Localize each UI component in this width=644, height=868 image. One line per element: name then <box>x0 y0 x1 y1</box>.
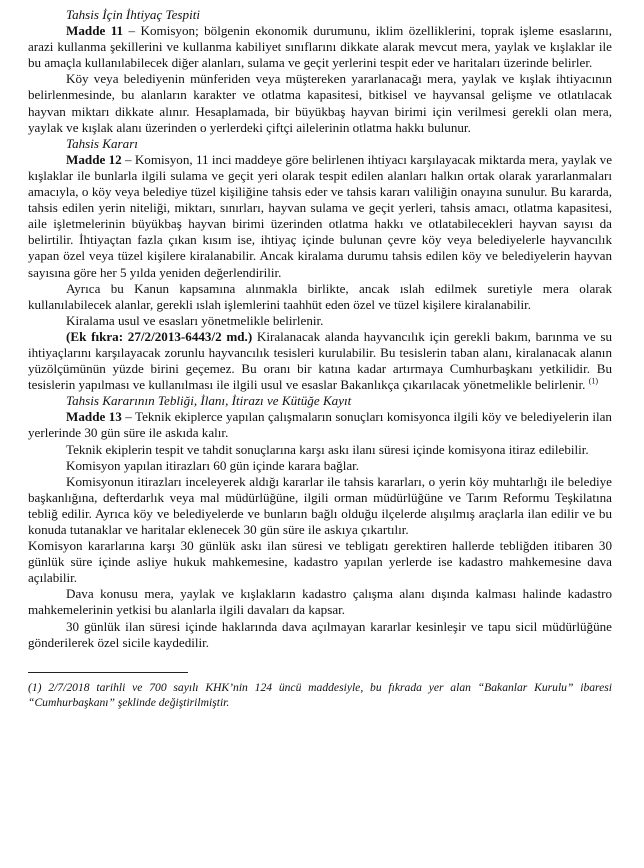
article-13-paragraph-1 <box>28 409 612 441</box>
article-12-paragraph-1 <box>28 152 612 281</box>
article-13-paragraph-4: Komisyonun itirazları inceleyerek aldığı kararlar ile tahsis kararları, o yerin köy muhtarlığı ile belediye başkanlığına, defterdarlık veya mal müdürlüğüne, ilgili orman müdürlüğüne ve Tarım Reformu Teşkilatına tebliğ edilir. Ayrıca köy ve belediyelerde ve bunların bağlı olduğu ilçelerde alışılmış araçlarla ilan edilir ve bu konuda tutanaklar ve haritalar eklenecek 30 gün süre ile askıya çıkartılır. <box>28 473 612 537</box>
article-12-text: – Komisyon, 11 inci maddeye göre belirlenen ihtiyacı karşılayacak miktarda mera, yaylak ve kışlaklar ile bunlarla ilgili sulama ve geçit yeri olarak tespit edilen alanları halkın ortak olarak yararlanmaları amacıyla, o köy veya belediye tüzel kişiliğine tahsis eder ve tahsis kararı valiliğin onayına sunulur. Bu kararda, tahsis edilen yerin niteliği, miktarı, sınırları, hayvan sulama ve geçit yerleri, tahsis amacı, otlatma kapasitesi, aile işletmelerinin büyükbaş hayvan birimi üzerinden otlatma hakkı ve otlatabilecekleri hayvan sayısı da belirtilir. İhtiyaçtan fazla çıkan kısım ise, ihtiyaç içinde bulunan çevre köy veya belediyelerle hayvancılık yapan özel veya tüzel kişilere kiralanabilir. Ancak kiralama durumu tahsis edilen köy ve belediyelerin hayvan sayısına göre her 5 yılda yeniden değerlendirilir. <box>28 151 612 280</box>
section-heading-tahsis-icin-ihtiyac-tespiti: Tahsis İçin İhtiyaç Tespiti <box>66 7 200 22</box>
article-11-label: Madde 11 <box>66 23 124 39</box>
article-13-label: Madde 13 <box>66 409 122 425</box>
article-11-text: – Komisyon; bölgenin ekonomik durumunu, iklim özelliklerini, toprak işleme esaslarını, arazi kullanma şekillerini ve kullanma kabiliyet sınıflarını dikkate alarak mevcut mera, yaylak ve kışlaklar ile bu amaçla kullanılabilecek diğer alanları, sulama ve geçit yerlerini tespit eder ve haritaları üzerinde belirler. <box>28 23 612 71</box>
article-11-paragraph-1 <box>28 23 612 71</box>
footnote-reference: (1) <box>588 376 599 386</box>
article-13-paragraph-5: Komisyon kararlarına karşı 30 günlük askı ilan süresi ve tebligatı gerektiren hallerde tebliğden itibaren 30 günlük süre içinde asliye hukuk mahkemesine, kadastro yapılan yerlerde ise kadastro mahkemesine dava açılabilir. <box>28 538 612 586</box>
article-13-paragraph-6: Dava konusu mera, yaylak ve kışlakların kadastro çalışma alanı dışında kalması halinde kadastro mahkemelerinin yetkisi bu alanlarla ilgili davaları da kapsar. <box>28 586 612 618</box>
article-11-paragraph-2: Köy veya belediyenin münferiden veya müştereken yararlanacağı mera, yaylak ve kışlak ihtiyacının belirlenmesinde, bu alanların karakter ve otlatma kapasitesi, bitkisel ve hayvansal gelişme ve otlatılacak hayvan miktarı dikkate alınır. Hesaplamada, bir büyükbaş hayvan birimi için verilmesi gerekli olan mera, yaylak ve kışlak alanı üzerinden o yerlerdeki çiftçi ailelerinin otlatma hakkı bulunur. <box>28 71 612 135</box>
article-13-paragraph-3: Komisyon yapılan itirazları 60 gün içinde karara bağlar. <box>66 457 360 473</box>
footnote-separator <box>28 672 188 673</box>
article-12-paragraph-4 <box>28 329 612 393</box>
article-12-paragraph-3: Kiralama usul ve esasları yönetmelikle belirlenir. <box>66 312 324 328</box>
article-12-paragraph-4-text: Kiralanacak alanda hayvancılık için gerekli bakım, barınma ve su ihtiyaçlarını karşılayacak zorunlu hayvancılık tesisleri kurulabilir. Bu tesislerin taban alanı, kiralanacak alanın yüzölçümünün yüzde birini geçemez. Bu oranı bir katına kadar artırmaya Cumhurbaşkanı yetkilidir. Bu tesislerin yapılması ve kullanılması ile ilgili usul ve esaslar Bakanlıkça çıkarılacak yönetmelikle belirlenir. <box>28 328 613 393</box>
article-12-paragraph-2: Ayrıca bu Kanun kapsamına alınmakla birlikte, ancak ıslah edilmek suretiyle mera olarak kullanılabilecek alanlar, gerekli ıslah işlemlerini taahhüt eden özel ve tüzel kişilere kiralanabilir. <box>28 280 612 312</box>
article-12-label: Madde 12 <box>66 151 122 167</box>
footnote: (1) 2/7/2018 tarihli ve 700 sayılı KHK’nin 124 üncü maddesiyle, bu fıkrada yer alan “Bakanlar Kurulu” ibaresi “Cumhurbaşkanı” şeklinde değiştirilmiştir. <box>28 680 612 709</box>
article-13-text: – Teknik ekiplerce yapılan çalışmaların sonuçları komisyonca ilgili köy ve belediyelerin ilan yerlerinde 30 gün süre ile askıda kalır. <box>28 409 612 441</box>
ek-fikra-label: (Ek fıkra: 27/2/2013-6443/2 md.) <box>66 328 253 344</box>
article-13-paragraph-2: Teknik ekiplerin tespit ve tahdit sonuçlarına karşı askı ilanı süresi içinde komisyona itiraz edilebilir. <box>66 441 589 457</box>
section-heading-tahsis-karari: Tahsis Kararı <box>66 135 138 151</box>
section-heading-tahsis-kararinin-tebligi: Tahsis Kararının Tebliği, İlanı, İtirazı ve Kütüğe Kayıt <box>66 393 352 409</box>
article-13-paragraph-7: 30 günlük ilan süresi içinde haklarında dava açılmayan kararlar kesinleşir ve tapu sicil müdürlüğüne gönderilerek özel sicile kaydedilir. <box>28 618 612 650</box>
